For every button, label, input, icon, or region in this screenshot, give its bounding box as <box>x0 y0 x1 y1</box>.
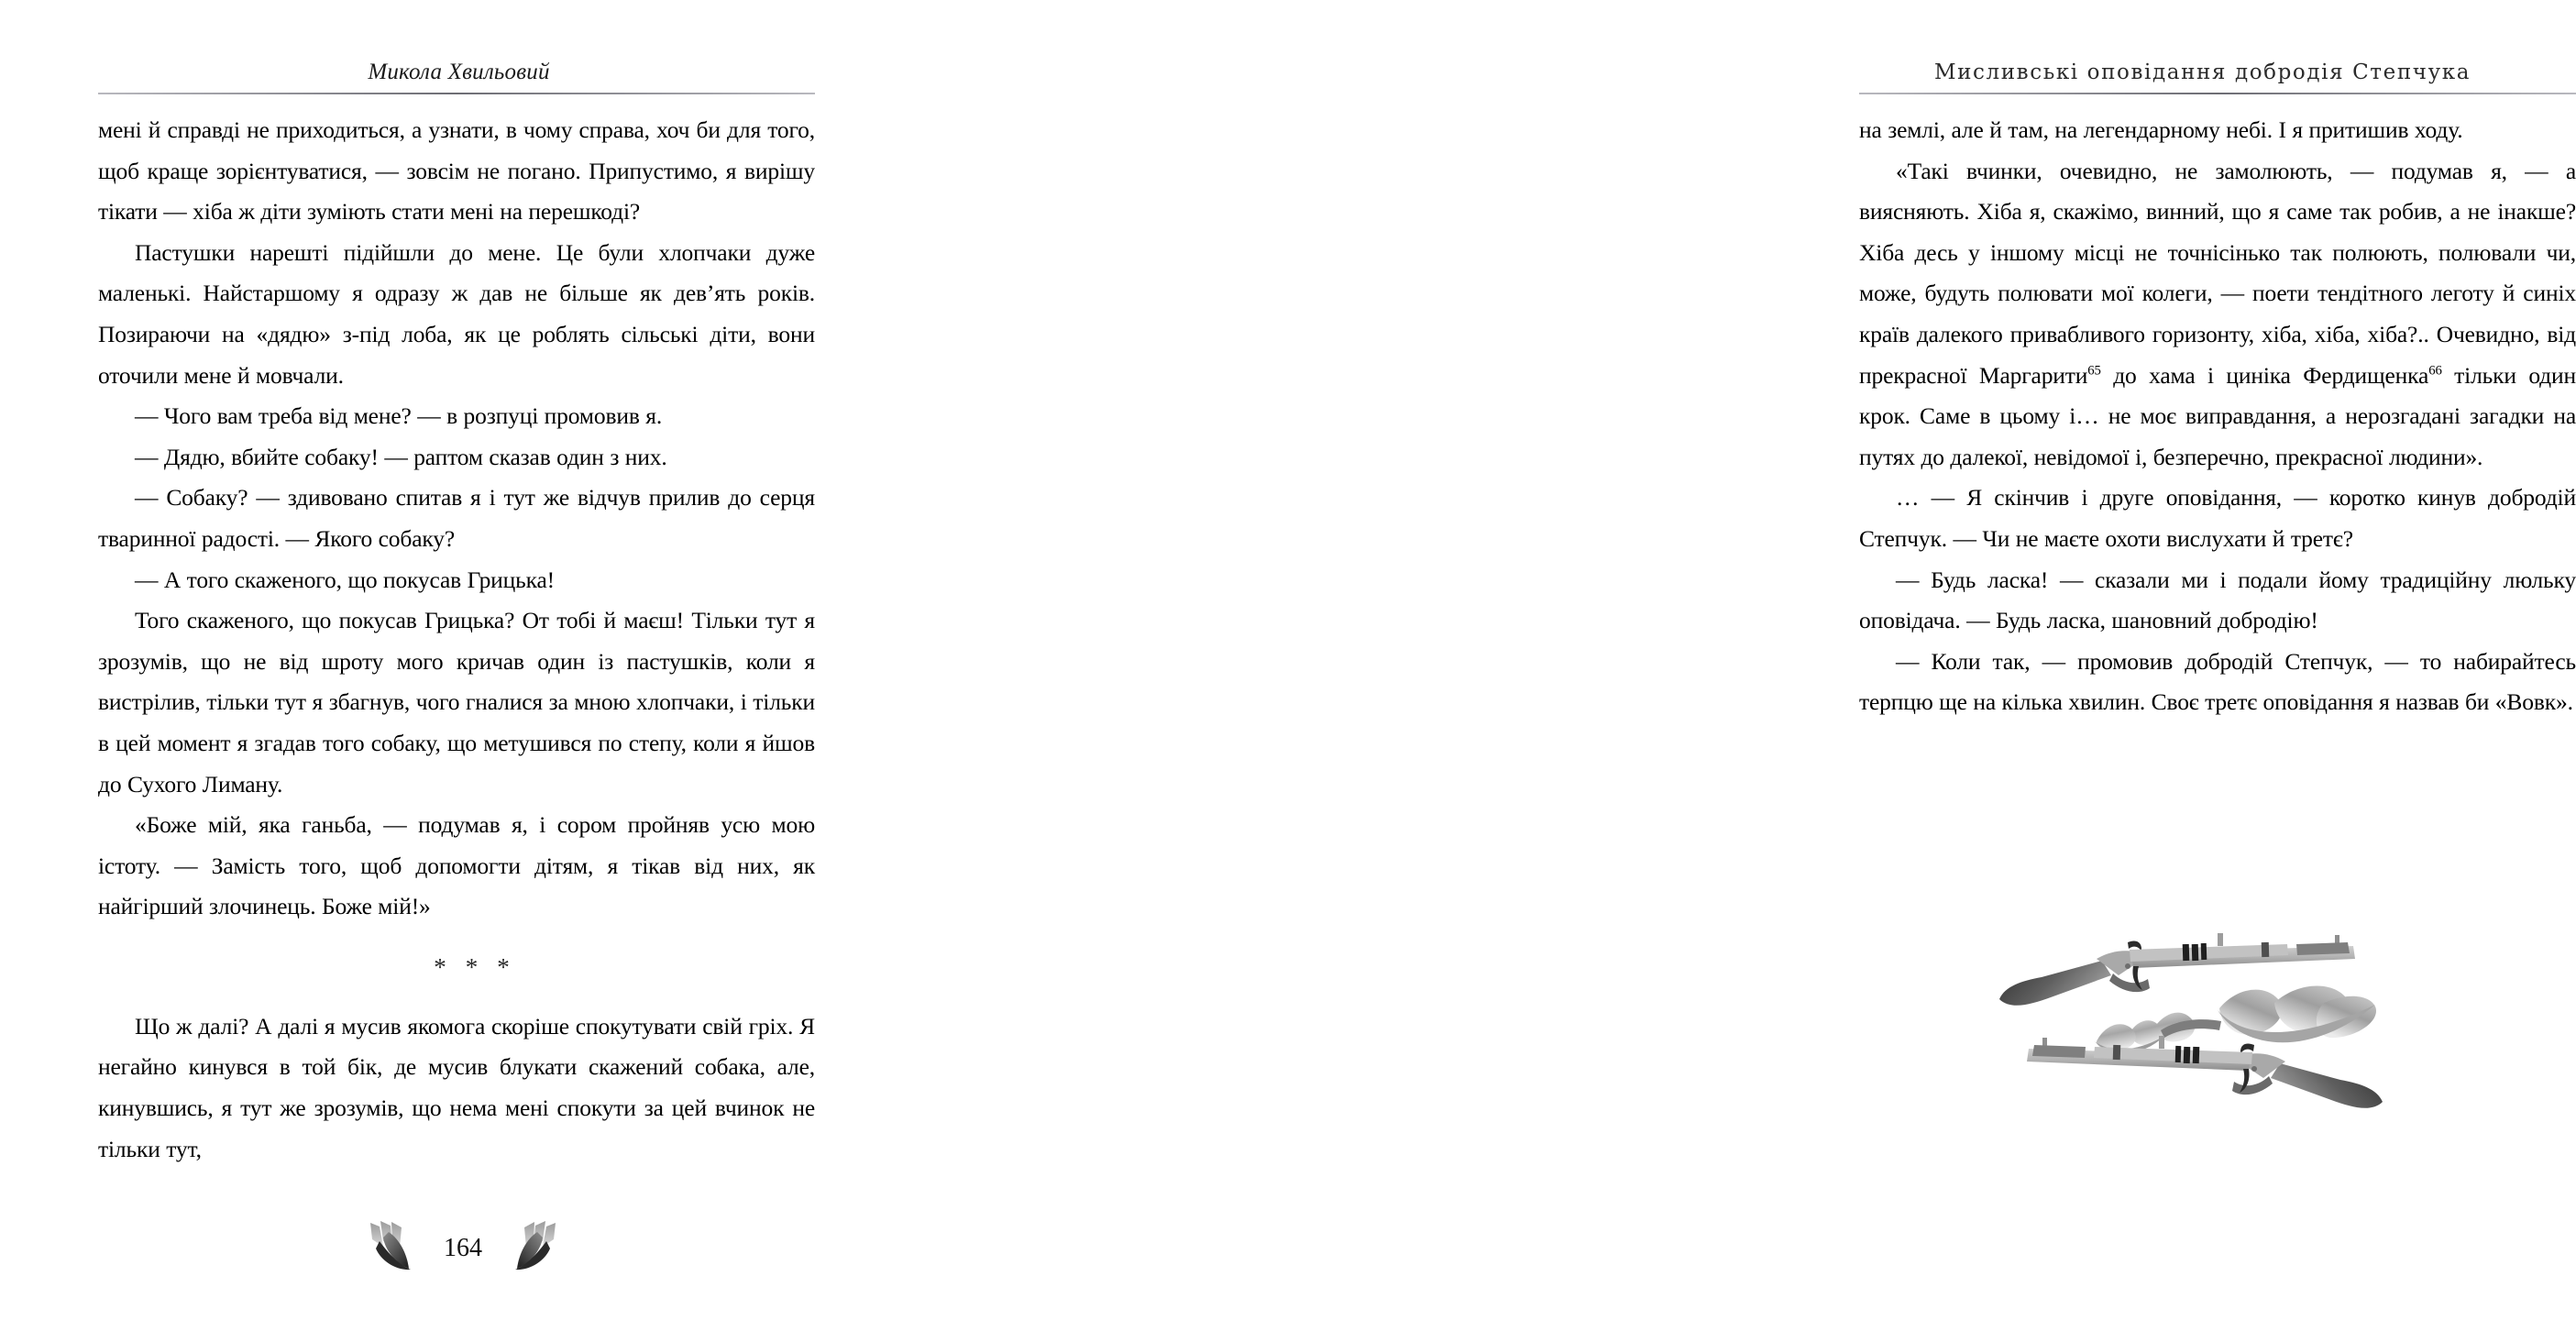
right-text-column <box>1859 110 2576 723</box>
paragraph: … — Я скінчив і друге оповідання, — коротко кинув добродій Степчук. — Чи не маєте охоти вислухати й третє? <box>1859 484 2576 552</box>
paragraph: — Чого вам треба від мене? — в розпуці промовив я. <box>135 402 663 430</box>
paragraph: на землі, але й там, на легендарному небі. І я притишив ходу. <box>1859 116 2463 143</box>
paragraph-segment: «Такі вчинки, очевидно, не замолюють, — подумав я, — а виясняють. Хіба я, скажімо, винний, що я саме так робив, а не інакше? Хіба десь у іншому місці не точнісінько так полюють, полювали чи, може, будуть полювати мої колеги, — поети тендітного леготу й синіх країв далекого привабливого горизонту, хіба, хіба, хіба?.. Очевидно, від прекрасної Маргарити <box>1859 157 2576 389</box>
paragraph: Пастушки нарешті підійшли до мене. Це були хлопчаки дуже маленькі. Найстаршому я одразу ж дав не більше як дев’ять років. Позираючи на «дядю» з-під лоба, як це роблять сільські діти, вони оточили мене й мовчали. <box>98 238 815 389</box>
left-text-column <box>98 110 815 1170</box>
right-header-rule <box>1859 93 2576 94</box>
page-folio <box>325 1216 600 1282</box>
right-page <box>880 0 2576 1320</box>
paragraph: мені й справді не приходиться, а узнати, в чому справа, хоч би для того, щоб краще зорієнтуватися, — зовсім не погано. Припустимо, я вирішу тікати — хіба ж діти зуміють стати мені на перешкоді? <box>98 116 815 226</box>
paragraph-segment: тільки один крок. Саме в цьому і… не моє виправдання, а нерозгадані загадки на путях до далекої, невідомої і, безперечно, прекрасної людини». <box>1859 361 2576 470</box>
paragraph: Що ж далі? А далі я мусив якомога скоріше спокутувати свій гріх. Я негайно кинувся в той бік, де мусив блукати скажений собака, але, кинувшись, я тут же зрозумів, що нема мені спокути за цей вчинок не тільки тут, <box>98 1012 815 1162</box>
lower-rifle-icon <box>2027 1036 2383 1108</box>
section-break-ornament: * * * <box>434 952 516 981</box>
paragraph-segment: до хама і циніка Фердищенка <box>2100 361 2429 389</box>
paragraph: — А того скаженого, що покусав Грицька! <box>135 566 556 593</box>
paragraph: — Коли так, — промовив добродій Степчук, — то набирайтесь терпцю ще на кілька хвилин. Своє третє оповідання я назвав би «Вовк». <box>1859 647 2576 716</box>
left-running-head: Микола Хвильовий <box>368 60 550 84</box>
paragraph: «Боже мій, яка ганьба, — подумав я, і сором пройняв усю мою істоту. — Замість того, щоб допомогти дітям, я тікав від них, як найгірший злочинець. Боже мій!» <box>98 811 815 920</box>
paragraph: — Собаку? — здивовано спитав я і тут же відчув прилив до серця тваринної радості. — Якого собаку? <box>98 484 815 552</box>
footnote-ref-65[interactable]: 65 <box>2087 363 2101 379</box>
page-number: 164 <box>444 1234 482 1262</box>
paragraph: Того скаженого, що покусав Грицька? От тобі й маєш! Тільки тут я зрозумів, що не від шроту мого кричав один із пастушків, коли я вистрілив, тільки тут я збагнув, чого гналися за мною хлопчаки, і тільки в цей момент я згадав того собаку, що метушився по степу, коли я йшов до Сухого Лиману. <box>98 607 815 798</box>
paragraph: — Дядю, вбийте собаку! — раптом сказав один з них. <box>135 443 667 470</box>
folio-ornament-right-icon <box>493 1219 574 1279</box>
left-page <box>0 0 880 1320</box>
left-header-rule <box>98 93 815 94</box>
leaves-ornament-icon <box>2095 986 2376 1053</box>
paragraph: — Будь ласка! — сказали ми і подали йому традиційну люльку оповідача. — Будь ласка, шановний добродію! <box>1859 566 2576 634</box>
folio-ornament-left-icon <box>352 1219 433 1279</box>
paragraph-with-footnotes <box>1859 151 2576 478</box>
rifles-illustration <box>1994 908 2388 1128</box>
right-running-head: Мисливські оповідання добродія Степчука <box>1933 60 2471 84</box>
footnote-ref-66[interactable]: 66 <box>2428 363 2442 379</box>
